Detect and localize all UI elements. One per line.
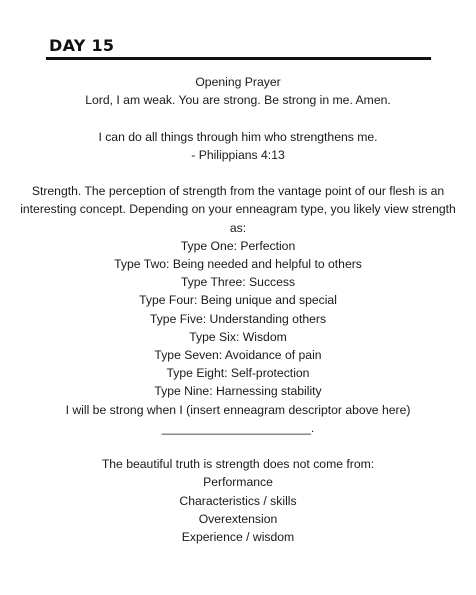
verse-text: I can do all things through him who strengthens me. bbox=[98, 129, 378, 144]
spacer bbox=[18, 109, 458, 127]
prayer-heading: Opening Prayer bbox=[195, 75, 281, 89]
type-item: Type Two: Being needed and helpful to others bbox=[114, 257, 362, 271]
truth-heading: The beautiful truth is strength does not come from: bbox=[101, 457, 375, 472]
truth-item: Performance bbox=[203, 475, 273, 490]
prayer-text: Lord, I am weak. You are strong. Be strong in me. Amen. bbox=[85, 93, 391, 108]
strength-prompt: I will be strong when I (insert enneagram descriptor above here) bbox=[65, 402, 411, 417]
truth-item: Characteristics / skills bbox=[179, 493, 297, 508]
page-title: DAY 15 bbox=[49, 36, 115, 55]
truth-item: Overextension bbox=[198, 511, 278, 526]
header-divider bbox=[46, 57, 431, 60]
type-item: Type Seven: Avoidance of pain bbox=[154, 348, 322, 363]
strength-intro: Strength. The perception of strength from the vantage point of our flesh is an interesting concept. Depending on your enneagram type, you likely view strength as: bbox=[20, 184, 456, 235]
type-item: Type Nine: Harnessing stability bbox=[154, 384, 322, 399]
type-item: Type One: Perfection bbox=[180, 238, 296, 253]
verse-reference: - Philippians 4:13 bbox=[191, 147, 285, 162]
spacer bbox=[18, 164, 458, 182]
truth-item: Experience / wisdom bbox=[181, 530, 295, 545]
type-item: Type Five: Understanding others bbox=[149, 311, 327, 326]
type-item: Type Six: Wisdom bbox=[189, 329, 287, 344]
page-body bbox=[18, 73, 458, 546]
fill-in-blank: ______________________. bbox=[161, 420, 315, 435]
type-item: Type Eight: Self-protection bbox=[166, 366, 310, 381]
spacer bbox=[18, 437, 458, 455]
type-item: Type Three: Success bbox=[180, 275, 296, 290]
type-item: Type Four: Being unique and special bbox=[139, 293, 337, 308]
